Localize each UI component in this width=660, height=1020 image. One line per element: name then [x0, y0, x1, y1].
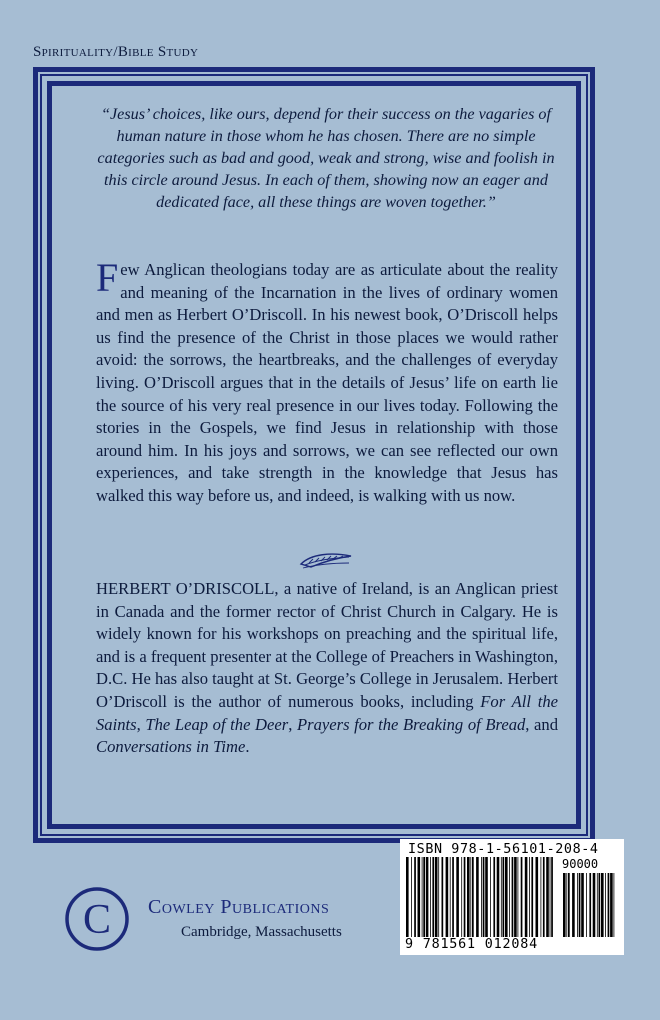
- barcode-bar: [406, 857, 409, 937]
- book-title-4: Conversations in Time: [96, 737, 246, 757]
- barcode-bar: [411, 857, 412, 937]
- description-text: ew Anglican theologians today are as articulate about the reality and meaning of the Incarnation in the lives of ordinary women and men as Herbert O’Driscoll. In his newest book, O’Driscoll helps us find the presence of the Christ in those places we would rather avoid: the sorrows, the heartbreaks, and the challenges of everyday living. O’Driscoll argues that in the details of Jesus’ life on earth lie the source of his very real presence in our lives today. Following the stories in the Gospels, we find Jesus in relationship with those around him. In his joys and sorrows, we can see reflected our own experiences, and take strength in the knowledge that Jesus has walked this way before us, and indeed, is walking with us now.: [96, 260, 558, 505]
- bio-intro: HERBERT O’DRISCOLL, a native of Ireland, is an Anglican priest in Canada and the former rector of Christ Church in Calgary. He is widely known for his workshops on preaching and the spiritual life, and is a frequent presenter at the College of Preachers in Washington, D.C. He has also taught at St. George’s College in Jerusalem. Herbert O’Driscoll is the author of numerous books, including: [96, 579, 558, 711]
- description-paragraph: [96, 255, 558, 508]
- bio-separator: ,: [288, 714, 297, 734]
- barcode-bar: [608, 873, 610, 937]
- barcode-bar: [605, 873, 606, 937]
- barcode-bar: [464, 857, 466, 937]
- publisher-logo-icon: [64, 886, 130, 952]
- barcode-bar: [422, 857, 423, 937]
- barcode-bar: [461, 857, 462, 937]
- barcode-bar: [414, 857, 416, 937]
- publisher-name: Cowley Publications: [148, 896, 330, 918]
- barcode-bar: [546, 857, 549, 937]
- barcode-bar: [581, 873, 584, 937]
- barcode-bar: [467, 857, 470, 937]
- barcode-bar: [481, 857, 482, 937]
- price-code: 90000: [562, 857, 599, 871]
- barcode-bar: [531, 857, 533, 937]
- barcode-bar: [521, 857, 523, 937]
- barcode-bar: [514, 857, 517, 937]
- barcode-bar: [426, 857, 429, 937]
- barcode-bar: [430, 857, 431, 937]
- book-title-1: For All the Saints: [96, 691, 558, 734]
- barcode-bar: [566, 873, 567, 937]
- barcode-bar: [450, 857, 451, 937]
- ean-barcode: [405, 857, 555, 937]
- barcode-bar: [610, 873, 613, 937]
- pull-quote: “Jesus’ choices, like ours, depend for their success on the vagaries of human nature in those whom he has chosen. There are no simple categories such as bad and good, weak and strong, wise and foolish in this circle around Jesus. In each of them, showing now an eager and dedicated face, all these things are woven together.”: [97, 105, 555, 211]
- bio-separator: ,: [136, 714, 146, 734]
- barcode-bar: [586, 873, 587, 937]
- publisher-city: Cambridge, Massachusetts: [181, 924, 342, 940]
- barcode-bar: [541, 857, 542, 937]
- barcode-bar: [423, 857, 425, 937]
- barcode-bar: [432, 857, 434, 937]
- barcode-bar: [503, 857, 505, 937]
- bio-separator: , and: [525, 714, 559, 734]
- barcode-bar: [497, 857, 500, 937]
- barcode-bar: [485, 857, 488, 937]
- barcode-bar: [435, 857, 438, 937]
- barcode-bar: [536, 857, 539, 937]
- barcode-bar: [509, 857, 510, 937]
- barcode-bar: [452, 857, 454, 937]
- barcode-bar: [418, 857, 421, 937]
- barcode-bar: [476, 857, 479, 937]
- barcode-bar: [518, 857, 519, 937]
- barcode-bar: [568, 873, 570, 937]
- barcode-bar: [442, 857, 444, 937]
- barcode-bar: [525, 857, 528, 937]
- barcode-bar: [505, 857, 508, 937]
- barcode-bar: [529, 857, 530, 937]
- barcode-bar: [597, 873, 598, 937]
- feather-ornament-icon: [297, 550, 355, 572]
- addon-barcode: [562, 873, 618, 937]
- author-bio: [96, 578, 558, 759]
- logo-letter: C: [82, 897, 112, 943]
- barcode-bar: [456, 857, 459, 937]
- drop-cap: F: [96, 255, 119, 300]
- barcode-bar: [490, 857, 491, 937]
- barcode-bar: [470, 857, 471, 937]
- barcode-bar: [543, 857, 545, 937]
- barcode-bar: [551, 857, 553, 937]
- barcode-bar: [438, 857, 439, 937]
- barcode-bar: [550, 857, 551, 937]
- barcode-bar: [593, 873, 596, 937]
- isbn-label: ISBN 978-1-56101-208-4: [408, 842, 599, 857]
- barcode-bar: [472, 857, 474, 937]
- barcode-bar: [579, 873, 581, 937]
- barcode-bar: [601, 873, 604, 937]
- ean-number: 9 781561 012084: [405, 937, 538, 952]
- barcode-bar: [446, 857, 449, 937]
- barcode-bar: [614, 873, 615, 937]
- barcode-bar: [599, 873, 601, 937]
- barcode-bar: [563, 873, 566, 937]
- barcode-bar: [589, 873, 591, 937]
- book-title-3: Prayers for the Breaking of Bread: [297, 714, 526, 734]
- category-label: Spirituality/Bible Study: [33, 44, 199, 60]
- barcode-bar: [577, 873, 578, 937]
- barcode-bar: [501, 857, 502, 937]
- barcode-bar: [572, 873, 575, 937]
- barcode-bar: [483, 857, 485, 937]
- barcode-bar: [512, 857, 514, 937]
- barcode-bar: [493, 857, 495, 937]
- book-title-2: The Leap of the Deer: [145, 714, 289, 734]
- bio-end: .: [245, 737, 250, 757]
